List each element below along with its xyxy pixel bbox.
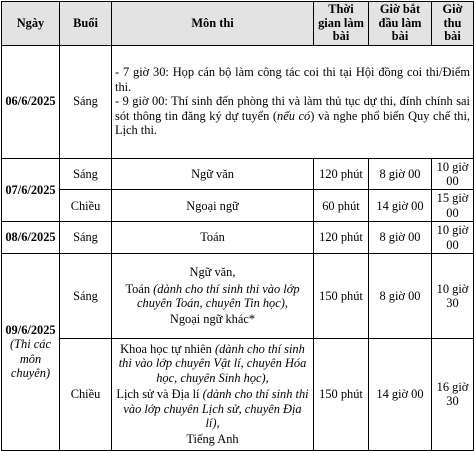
duration-cell: 120 phút	[314, 158, 369, 190]
date-cell: 08/6/2025	[2, 222, 60, 254]
date-note: (Thi các môn chuyên)	[10, 337, 51, 381]
subject-line	[115, 342, 310, 385]
subject-line	[115, 387, 310, 430]
exam-schedule-table	[1, 1, 474, 451]
start-cell: 8 giờ 00	[369, 222, 432, 254]
date-cell: 07/6/2025	[2, 158, 60, 222]
note-text: - 9 giờ 00: Thí sinh đến phòng thi và làm thủ tục dự thi, đính chính sai sót thông tin đăng ký dự tuyển (	[115, 94, 470, 123]
subject-line: Ngoại ngữ khác*	[169, 312, 256, 327]
start-cell: 8 giờ 00	[369, 158, 432, 190]
subject-cell: Toán	[112, 222, 314, 254]
header-row	[2, 2, 474, 46]
subject-line: Ngữ văn,	[189, 265, 236, 280]
subject-line	[115, 282, 310, 311]
subject-italic: (dành cho thí sinh thi vào lớp chuyên Toán, chuyên Tin học)	[137, 281, 300, 310]
subject-italic: (dành cho thí sinh thi vào lớp chuyên Vật lí, chuyên Hóa học, chuyên Sinh học)	[118, 341, 307, 385]
end-cell: 10 giờ 30	[432, 253, 474, 338]
header-date: Ngày	[2, 2, 60, 46]
session-cell: Sáng	[60, 222, 112, 254]
table-row	[2, 222, 474, 254]
table-row	[2, 190, 474, 222]
note-text: ) và nghe phổ biến Quy chế thi, Lịch thi.	[115, 108, 470, 138]
subject-cell: Ngữ văn	[112, 158, 314, 190]
end-cell: 15 giờ 00	[432, 190, 474, 222]
date-cell	[2, 253, 60, 450]
subject-text: ,	[265, 370, 269, 385]
subject-cell	[112, 253, 314, 338]
subject-cell	[112, 338, 314, 450]
session-cell: Sáng	[60, 253, 112, 338]
duration-cell: 120 phút	[314, 222, 369, 254]
notes-cell	[112, 45, 474, 158]
start-cell: 8 giờ 00	[369, 253, 432, 338]
subject-text: ,	[216, 415, 220, 430]
start-cell: 14 giờ 00	[369, 190, 432, 222]
duration-cell: 150 phút	[314, 253, 369, 338]
subject-text: ,	[284, 295, 288, 310]
date-text: 09/6/2025	[5, 323, 56, 338]
subject-cell: Ngoại ngữ	[112, 190, 314, 222]
start-cell: 14 giờ 00	[369, 338, 432, 450]
end-cell: 10 giờ 00	[432, 222, 474, 254]
header-subject: Môn thi	[112, 2, 314, 46]
session-cell: Chiều	[60, 338, 112, 450]
header-duration: Thời gian làm bài	[314, 2, 369, 46]
note-italic: nếu có	[277, 108, 311, 123]
session-cell: Sáng	[60, 158, 112, 190]
end-cell: 10 giờ 00	[432, 158, 474, 190]
subject-text: Khoa học tự nhiên	[120, 341, 215, 356]
duration-cell: 150 phút	[314, 338, 369, 450]
subject-italic: (dành cho thí sinh thi vào lớp chuyên Lịch sử, chuyên Địa lí)	[123, 387, 309, 430]
date-cell: 06/6/2025	[2, 45, 60, 158]
note-line	[115, 94, 470, 137]
session-cell: Sáng	[60, 45, 112, 158]
note-line: - 7 giờ 30: Họp cán bộ làm công tác coi thi tại Hội đồng coi thi/Điểm thi.	[115, 65, 470, 94]
subject-text: Lịch sử và Địa lí	[116, 387, 203, 402]
table-row	[2, 158, 474, 190]
header-session: Buổi	[60, 2, 112, 46]
duration-cell: 60 phút	[314, 190, 369, 222]
subject-text: Toán	[125, 281, 154, 296]
header-start: Giờ bắt đầu làm bài	[369, 2, 432, 46]
session-cell: Chiều	[60, 190, 112, 222]
header-end: Giờ thu bài	[432, 2, 474, 46]
end-cell: 16 giờ 30	[432, 338, 474, 450]
subject-line: Tiếng Anh	[186, 432, 239, 447]
table-row	[2, 45, 474, 158]
table-row	[2, 338, 474, 450]
table-row	[2, 253, 474, 338]
